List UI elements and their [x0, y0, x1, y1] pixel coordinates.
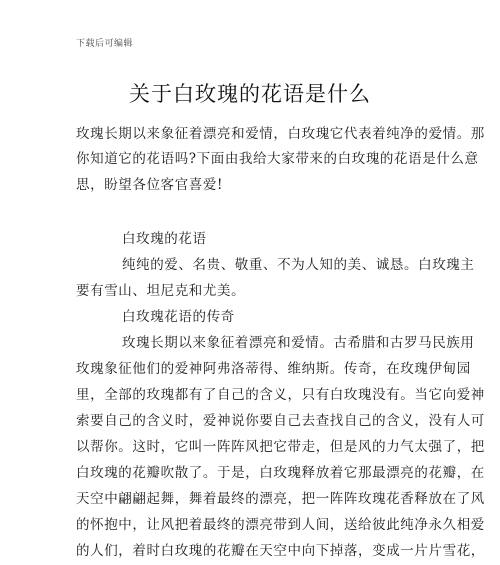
section2-line: 白玫瑰的花瓣吹散了。于是，白玫瑰释放着它那最漂亮的花瓣，在: [76, 465, 485, 481]
section2-line: 以帮你。这时，它叫一阵阵风把它带走，但是风的力气太强了，把: [76, 439, 485, 455]
section2-line: 天空中翩翩起舞，舞着最终的漂亮，把一阵阵玫瑰花香释放在了风: [76, 491, 485, 507]
document-title: 关于白玫瑰的花语是什么: [129, 82, 371, 106]
section1-line: 纯纯的爱、名贵、敬重、不为人知的美、诚恳。白玫瑰主: [122, 257, 475, 273]
section2-line: 的人们，着时白玫瑰的花瓣在天空中向下掉落，变成一片片雪花，: [76, 543, 485, 559]
section2-line: 里，全部的玫瑰都有了自己的含义，只有白玫瑰没有。当它向爱神: [76, 387, 485, 403]
intro-line: 你知道它的花语吗?下面由我给大家带来的白玫瑰的花语是什么意: [76, 151, 479, 167]
section2-line: 玫瑰象征他们的爱神阿弗洛蒂得、维纳斯。传奇，在玫瑰伊甸园: [76, 361, 471, 377]
section1-line: 要有雪山、坦尼克和尤美。: [76, 283, 246, 299]
intro-line: 思，盼望各位客官喜爱!: [76, 177, 224, 193]
intro-line: 玫瑰长期以来象征着漂亮和爱情，白玫瑰它代表着纯净的爱情。那: [76, 126, 485, 142]
section-heading-legend: 白玫瑰花语的传奇: [122, 309, 235, 325]
section2-line: 的怀抱中，让风把着最终的漂亮带到人间，送给彼此纯净永久相爱: [76, 517, 485, 533]
header-note: 下载后可编辑: [76, 39, 134, 49]
section2-line: 玫瑰长期以来象征着漂亮和爱情。古希腊和古罗马民族用: [122, 335, 475, 351]
section-heading-meaning: 白玫瑰的花语: [122, 231, 207, 247]
section2-line: 索要自己的含义时，爱神说你要自己去查找自己的含义，没有人可: [76, 413, 485, 429]
